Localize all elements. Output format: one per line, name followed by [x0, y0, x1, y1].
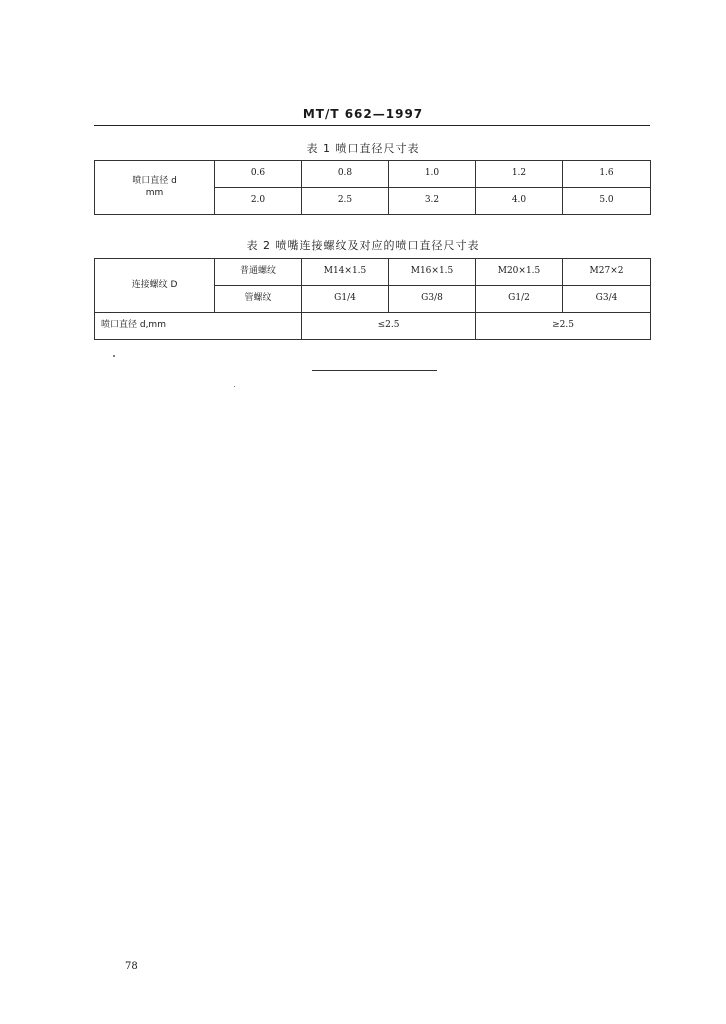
table-cell: M14×1.5 — [302, 259, 389, 286]
table-cell: M16×1.5 — [389, 259, 476, 286]
table-cell: M27×2 — [563, 259, 651, 286]
standard-number: MT/T 662—1997 — [302, 107, 424, 121]
thread-diameter-table — [94, 258, 651, 340]
table-cell: ≥2.5 — [476, 313, 651, 340]
table-cell: ≤2.5 — [302, 313, 476, 340]
table-cell: 3.2 — [389, 188, 476, 215]
table-row — [95, 313, 651, 340]
scan-speck — [113, 355, 115, 357]
table-cell: 5.0 — [563, 188, 651, 215]
table-cell: 0.8 — [302, 161, 389, 188]
header-rule — [94, 125, 650, 126]
thread-type-label: 普通螺纹 — [215, 259, 302, 286]
table2-caption: 表 2 喷嘴连接螺纹及对应的喷口直径尺寸表 — [246, 239, 480, 252]
row-header-label: 喷口直径 d — [132, 176, 177, 187]
table-cell: 2.0 — [215, 188, 302, 215]
table-cell: 0.6 — [215, 161, 302, 188]
table-cell: G3/4 — [563, 286, 651, 313]
diameter-label-cell: 喷口直径 d,mm — [95, 313, 302, 340]
table-cell: 1.0 — [389, 161, 476, 188]
thread-label-cell: 连接螺纹 D — [95, 259, 215, 313]
table-row — [95, 259, 651, 286]
scan-speck — [234, 386, 235, 387]
row-header-unit: mm — [145, 187, 164, 198]
table1-caption: 表 1 喷口直径尺寸表 — [306, 142, 420, 155]
nozzle-diameter-table — [94, 160, 651, 215]
table-cell: M20×1.5 — [476, 259, 563, 286]
table-cell: 2.5 — [302, 188, 389, 215]
table-cell: 1.2 — [476, 161, 563, 188]
thread-type-label: 管螺纹 — [215, 286, 302, 313]
row-header-cell — [95, 161, 215, 215]
table-cell: G3/8 — [389, 286, 476, 313]
table-cell: 4.0 — [476, 188, 563, 215]
end-rule — [312, 370, 437, 371]
table-cell: G1/2 — [476, 286, 563, 313]
page-number: 78 — [125, 961, 138, 972]
table-cell: 1.6 — [563, 161, 651, 188]
table-row — [95, 161, 651, 188]
table-cell: G1/4 — [302, 286, 389, 313]
